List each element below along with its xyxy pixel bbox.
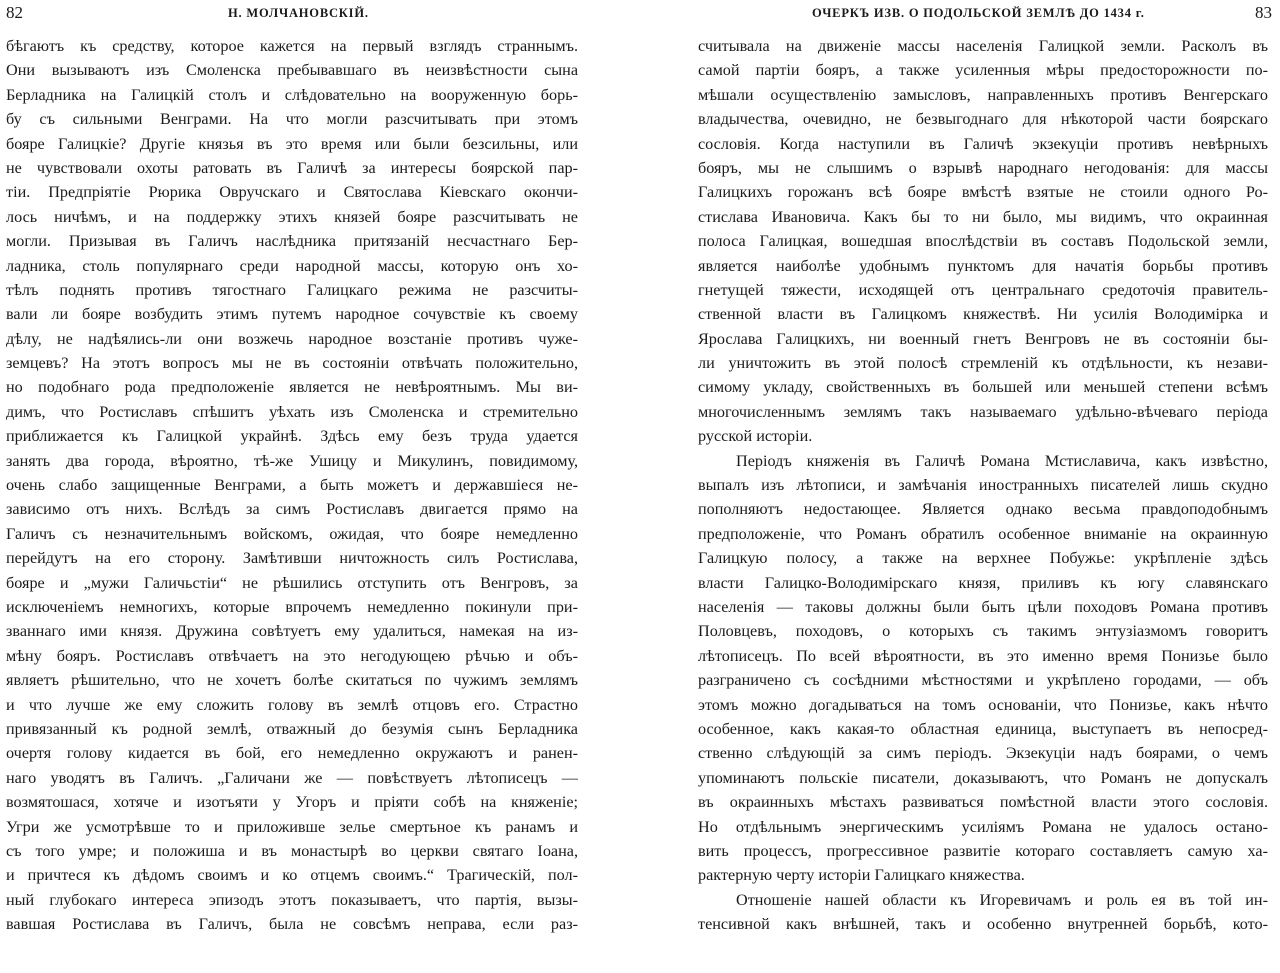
text-line: и что лучше же ему сложить голову въ землѣ отцовъ его. Страстно	[6, 695, 578, 714]
text-line: населенія — таковы должны были быть цѣли походовъ Романа противъ	[698, 597, 1268, 616]
text-line: бояре и „мужи Галичьстіи“ не рѣшились отступить отъ Венгровъ, за	[6, 573, 578, 592]
text-line: зависимо отъ нихъ. Вслѣдъ за симъ Ростиславъ двигается прямо на	[6, 500, 578, 519]
text-line: приближается къ Галицкой украйнѣ. Здѣсь ему безъ труда удается	[6, 427, 578, 446]
text-line: симому укладу, свойственныхъ въ большей или меньшей степени всѣмъ	[698, 378, 1268, 397]
text-line: Галичъ съ незначительнымъ войскомъ, ожидая, что бояре немедленно	[6, 524, 578, 543]
text-line: димъ, что Ростиславъ спѣшитъ уѣхать изъ Смоленска и стремительно	[6, 402, 578, 421]
text-line: очертя голову кидается въ бой, его немедленно окружаютъ и ранен-	[6, 744, 578, 763]
text-line: Но отдѣльнымъ энергическимъ усиліямъ Романа не удалось остано-	[698, 817, 1268, 836]
text-line: ли уничтожить въ этой полосѣ стремленій къ отдѣльности, къ незави-	[698, 354, 1268, 373]
text-line: возмятошася, хотяче и изотъяти у Угоръ и пріяти собѣ на княженіе;	[6, 793, 578, 812]
text-line: предположеніе, что Романъ обратилъ особенное вниманіе на окраинную	[698, 524, 1268, 543]
right-page-number: 83	[1255, 3, 1272, 22]
text-line: ный глубокаго интереса эпизодъ этотъ показываетъ, что партія, вызы-	[6, 890, 578, 909]
text-line: наго уводятъ въ Галичъ. „Галичани же — повѣствуетъ лѣтописецъ —	[6, 768, 578, 787]
text-line: считывала на движеніе массы населенія Галицкой земли. Расколъ въ	[698, 37, 1268, 55]
left-page-text	[6, 34, 578, 936]
text-line: Періодъ княженія въ Галичѣ Романа Мстиславича, какъ извѣстно,	[736, 451, 1268, 470]
text-line: выпалъ изъ лѣтописи, и замѣчанія иностранныхъ писателей лишь скудно	[698, 476, 1268, 495]
right-page	[640, 0, 1280, 973]
text-line: власти Галицко-Володимірскаго князя, приливъ къ югу славянскаго	[698, 573, 1268, 592]
text-line: полоса Галицкая, вошедшая впослѣдствіи въ составъ Подольской земли,	[698, 232, 1268, 251]
text-line: и причтеся къ дѣдомъ своимъ и ко отцемъ своимъ.“ Трагическій, пол-	[6, 866, 578, 885]
text-line: лось ничѣмъ, и на поддержку этихъ князей бояре разсчитывать не	[6, 207, 578, 226]
text-line: дѣлу, не надѣялись-ли они возжечь народное возстаніе противъ чуже-	[6, 329, 578, 348]
text-line: тіи. Предпріятіе Рюрика Овручскаго и Святослава Кіевскаго окончи-	[6, 183, 578, 202]
text-line: исключеніемъ немногихъ, которые впрочемъ немедленно покинули при-	[6, 597, 578, 616]
text-line: бу съ сильными Венграми. На что могли разсчитывать при этомъ	[6, 110, 578, 129]
text-line: но подобнаго рода предположеніе является не невѣроятнымъ. Мы ви-	[6, 378, 578, 397]
text-line: могли. Призывая въ Галичъ наслѣдника притязаній несчастнаго Бер-	[6, 232, 578, 251]
text-line: мѣну бояръ. Ростиславъ отвѣчаетъ на это негодующею рѣчью и объ-	[6, 646, 578, 665]
text-line: тѣлъ поднять противъ тягостнаго Галицкаго режима не разсчиты-	[6, 280, 578, 299]
text-line: владычества, очевидно, не безвыгоднаго для нѣкоторой части боярскаго	[698, 110, 1268, 129]
text-line: земцевъ? На этотъ вопросъ мы не въ состояніи отвѣчать положительно,	[6, 354, 578, 373]
text-line: разграничено съ сосѣдними мѣстностями и укрѣплено городами, — объ	[698, 671, 1268, 690]
text-line: вали ли бояре возбудить этимъ путемъ народное сочувствіе къ своему	[6, 305, 578, 324]
text-line: вавшая Ростислава въ Галичъ, была не совсѣмъ неправа, если раз-	[6, 915, 578, 934]
right-running-head: ОЧЕРКЪ ИЗВ. О ПОДОЛЬСКОЙ ЗЕМЛѢ ДО 1434 г.	[812, 6, 1145, 20]
text-line: тенсивной какъ внѣшней, такъ и особенно внутренней борьбѣ, кото-	[698, 915, 1268, 934]
text-line: бояръ, мы не слышимъ о взрывѣ народнаго негодованія: для массы	[698, 158, 1268, 177]
text-line: является наиболѣе удобнымъ пунктомъ для начатія борьбы противъ	[698, 256, 1268, 275]
text-line: въ окраинныхъ мѣстахъ развиваться помѣстной власти этого сословія.	[698, 793, 1268, 812]
right-page-header	[640, 1, 1280, 25]
text-line: Галицкихъ горожанъ всѣ бояре вмѣстѣ взятые не стоили одного Ро-	[698, 183, 1268, 202]
text-line: привязанный къ родной землѣ, отважный до безумія сынъ Берладника	[6, 719, 578, 738]
text-line: ладника, столь популярнаго среди народной массы, которую онъ хо-	[6, 256, 578, 275]
text-line: особенное, какъ какая-то областная единица, выступаетъ въ непосред-	[698, 719, 1268, 738]
text-line: упоминаютъ польскіе писатели, доказываютъ, что Романъ не допускалъ	[698, 768, 1268, 787]
text-line: самой партіи бояръ, а также усиленныя мѣры предосторожности по-	[698, 61, 1268, 80]
text-line: вить процессъ, прогрессивное развитіе котораго составляетъ самую ха-	[698, 841, 1268, 860]
text-line: рактерную черту исторіи Галицкаго княжества.	[698, 866, 1025, 885]
text-line: Половцевъ, походовъ, о которыхъ съ такимъ энтузіазмомъ говоритъ	[698, 622, 1268, 641]
text-line: этомъ можно догадываться на томъ основаніи, что Понизье, какъ нѣчто	[698, 695, 1268, 714]
text-line: занять два города, вѣроятно, тѣ-же Ушицу и Микулинъ, повидимому,	[6, 451, 578, 470]
text-line: мѣшали осуществленію замысловъ, направленныхъ противъ Венгерскаго	[698, 85, 1268, 104]
text-line: Галицкую полосу, а также на верхнее Побужье: укрѣпленіе здѣсь	[698, 549, 1268, 568]
text-line: пополняютъ недостающее. Является однако весьма правдоподобнымъ	[698, 500, 1268, 519]
text-line: Угри же усмотрѣвше то и приложивше зелье смертьное къ ранамъ и	[6, 817, 578, 836]
text-line: званнаго ими князя. Дружина совѣтуетъ ему удалиться, намекая на из-	[6, 622, 578, 641]
left-running-head: Н. МОЛЧАНОВСКІЙ.	[228, 6, 369, 20]
text-line: Ярослава Галицкихъ, ни военный гнетъ Венгровъ не въ состояніи бы-	[698, 329, 1268, 348]
left-page-number: 82	[6, 3, 23, 22]
text-line: гнетущей тяжести, исходящей отъ центральнаго средоточія правитель-	[698, 280, 1268, 299]
text-line: многочисленнымъ землямъ такъ называемаго удѣльно-вѣчеваго періода	[698, 402, 1268, 421]
right-page-text	[698, 34, 1268, 936]
text-line: Берладника на Галицкій столъ и слѣдовательно на вооруженную борь-	[6, 85, 578, 104]
text-line: ственно слѣдующій за симъ періодъ. Экзекуціи надъ боярами, о чемъ	[698, 744, 1268, 763]
left-page-header	[0, 1, 600, 25]
text-line: очень слабо защищенные Венграми, а быть можетъ и державшіеся не-	[6, 476, 578, 495]
left-page	[0, 0, 600, 973]
text-line: бояре Галицкіе? Другіе князья въ это время или были безсильны, или	[6, 134, 578, 153]
text-line: являетъ рѣшительно, что не хочетъ болѣе скитаться по чужимъ землямъ	[6, 671, 578, 690]
text-line: русской исторіи.	[698, 427, 813, 446]
text-line: ственной власти въ Галицкомъ княжествѣ. Ни усилія Володимірка и	[698, 305, 1268, 324]
text-line: лѣтописецъ. По всей вѣроятности, въ это именно время Понизье было	[698, 646, 1268, 665]
text-line: бѣгаютъ къ средству, которое кажется на первый взглядъ страннымъ.	[6, 37, 578, 55]
text-line: съ того умре; и положиша и въ монастырѣ во церкви святаго Іоана,	[6, 841, 578, 860]
text-line: сословія. Когда наступили въ Галичѣ экзекуціи противъ невѣрныхъ	[698, 134, 1268, 153]
text-line: стислава Ивановича. Какъ бы то ни было, мы видимъ, что окраинная	[698, 207, 1268, 226]
text-line: Они вызываютъ изъ Смоленска пребывавшаго въ неизвѣстности сына	[6, 61, 578, 80]
text-line: перейдутъ на его сторону. Замѣтивши ничтожность силъ Ростислава,	[6, 549, 578, 568]
text-line: Отношеніе нашей области къ Игоревичамъ и роль ея въ той ин-	[736, 890, 1268, 909]
text-line: не чувствовали охоты ратовать въ Галичѣ за интересы боярской пар-	[6, 158, 578, 177]
